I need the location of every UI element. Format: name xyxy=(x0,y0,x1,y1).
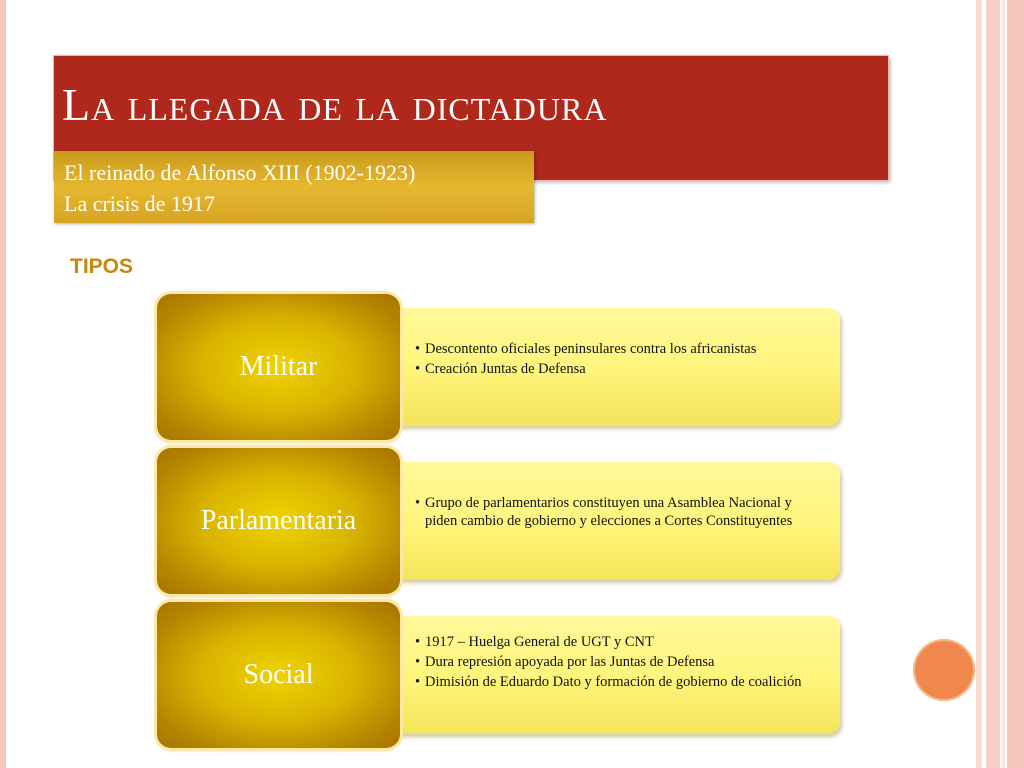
stripe xyxy=(1002,0,1005,768)
decorative-circle xyxy=(913,639,975,701)
type-label-box xyxy=(157,294,400,440)
bullet-item: • Dura represión apoyada por las Juntas de Defensa xyxy=(415,653,826,671)
left-border-stripe xyxy=(0,0,6,768)
bullet-item: • Grupo de parlamentarios constituyen una Asamblea Nacional y piden cambio de gobierno y elecciones a Cortes Constituyentes xyxy=(415,494,826,530)
bullet-list xyxy=(415,633,826,693)
subtitle-box xyxy=(54,151,534,223)
slide-title: La llegada de la dictadura xyxy=(62,79,608,130)
type-label-box xyxy=(157,602,400,748)
description-box xyxy=(363,308,840,426)
type-label: Parlamentaria xyxy=(200,505,357,536)
subtitle-line-1: El reinado de Alfonso XIII (1902-1923) xyxy=(64,160,416,185)
bullet-item: • Descontento oficiales peninsulares contra los africanistas xyxy=(415,340,826,358)
section-label: TIPOS xyxy=(70,255,134,278)
subtitle-line-2: La crisis de 1917 xyxy=(64,191,215,216)
bullet-item: • 1917 – Huelga General de UGT y CNT xyxy=(415,633,826,651)
stripe xyxy=(1007,0,1024,768)
bullet-item: • Dimisión de Eduardo Dato y formación de gobierno de coalición xyxy=(415,673,826,691)
type-label-box xyxy=(157,448,400,594)
stripe xyxy=(986,0,1000,768)
type-label: Militar xyxy=(239,351,318,382)
stripe xyxy=(976,0,982,768)
right-decorative-stripes xyxy=(976,0,1024,768)
description-box xyxy=(363,616,840,734)
bullet-item: • Creación Juntas de Defensa xyxy=(415,360,826,378)
bullet-list xyxy=(415,494,826,532)
description-box xyxy=(363,462,840,580)
bullet-list xyxy=(415,340,826,380)
type-label: Social xyxy=(243,659,314,690)
